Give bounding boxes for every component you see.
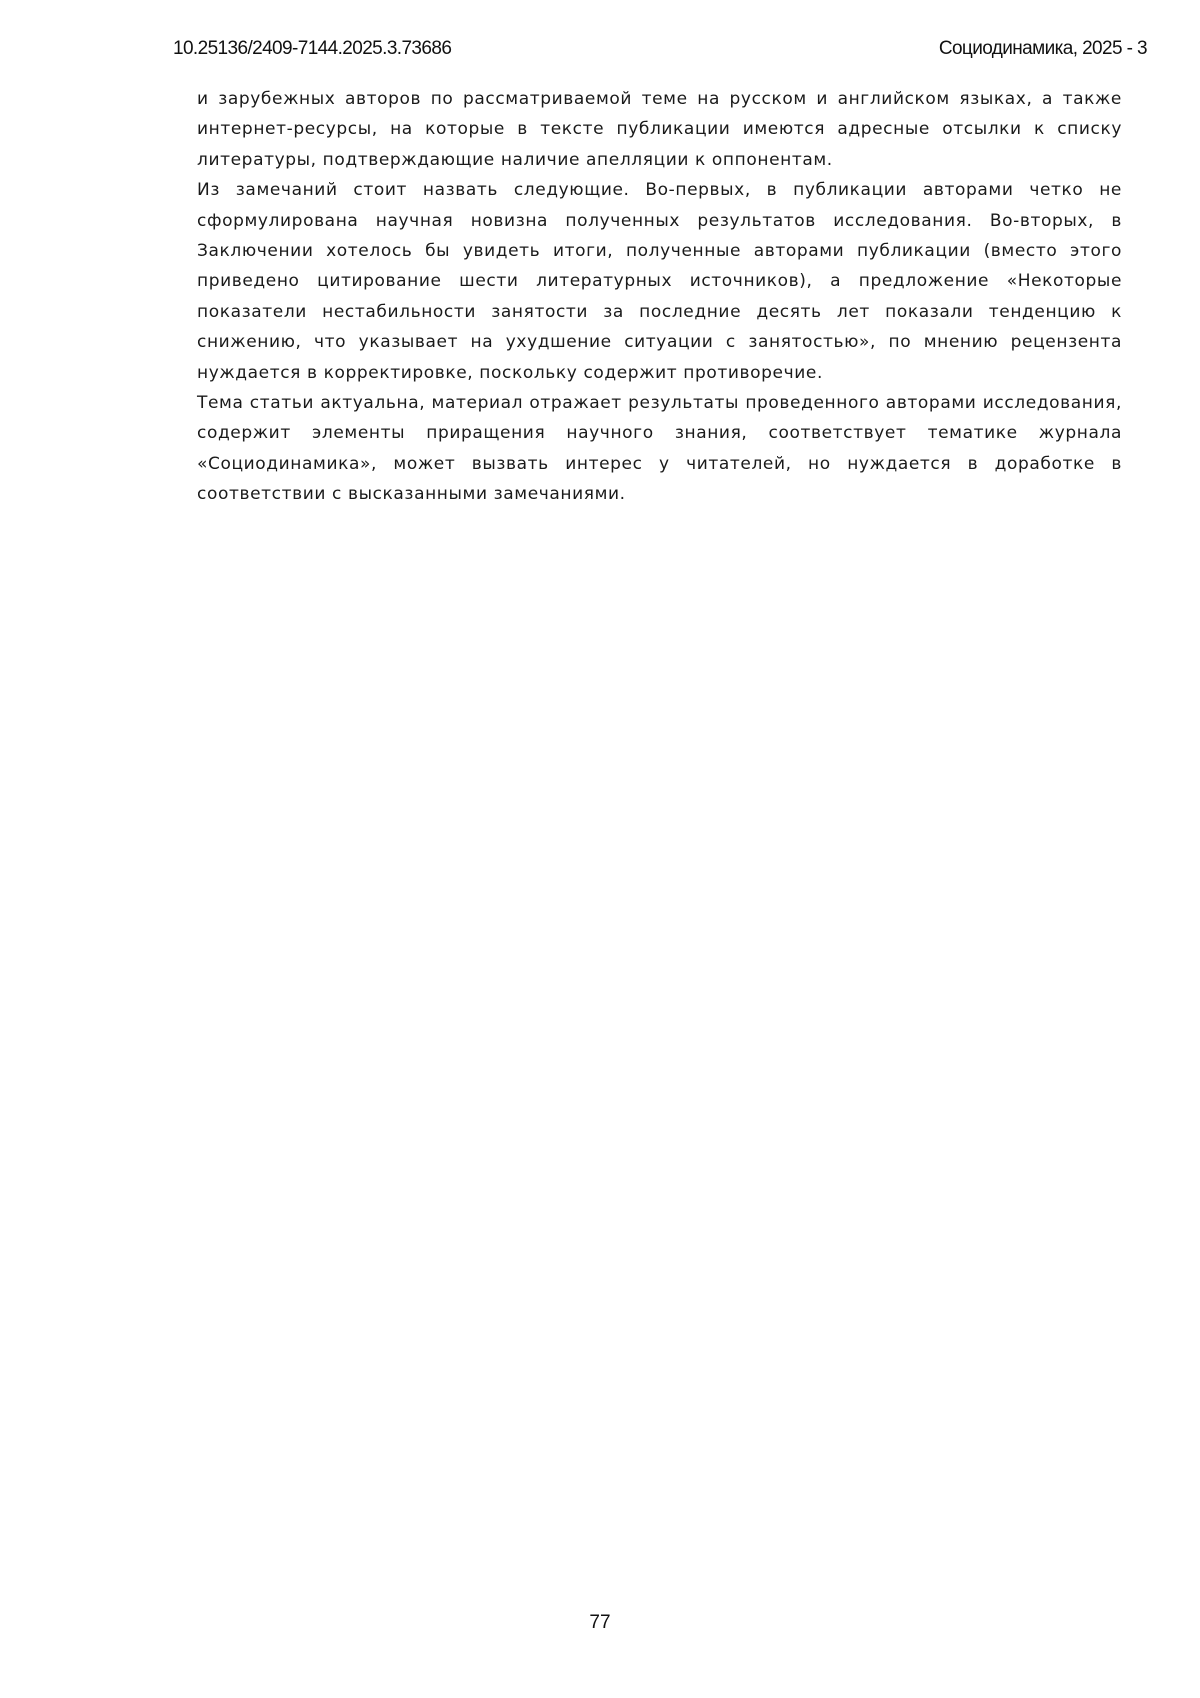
journal-issue-label: Социодинамика, 2025 - 3 (938, 38, 1147, 59)
doi-label: 10.25136/2409-7144.2025.3.73686 (173, 38, 452, 59)
paragraph: Из замечаний стоит назвать следующие. Во-первых, в публикации авторами четко не сформулирована научная новизна полученных результатов исследования. Во-вторых, в Заключении хотелось бы увидеть итоги, полученные авторами публикации (вместо этого приведено цитирование шести литературных источников), а предложение «Некоторые показатели нестабильности занятости за последние десять лет показали тенденцию к снижению, что указывает на ухудшение ситуации с занятостью», по мнению рецензента нуждается в корректировке, поскольку содержит противоречие. (197, 180, 1122, 383)
paragraph: и зарубежных авторов по рассматриваемой теме на русском и английском языках, а также интернет-ресурсы, на которые в тексте публикации имеются адресные отсылки к списку литературы, подтверждающие наличие апелляции к оппонентам. (197, 89, 1122, 170)
page-number: 77 (589, 1612, 611, 1633)
page-header (173, 35, 1147, 63)
paragraph: Тема статьи актуальна, материал отражает результаты проведенного авторами исследования, содержит элементы приращения научного знания, соответствует тематике журнала «Социодинамика», может вызвать интерес у читателей, но нуждается в доработке в соответствии с высказанными замечаниями. (197, 393, 1122, 505)
review-text (197, 84, 1122, 510)
